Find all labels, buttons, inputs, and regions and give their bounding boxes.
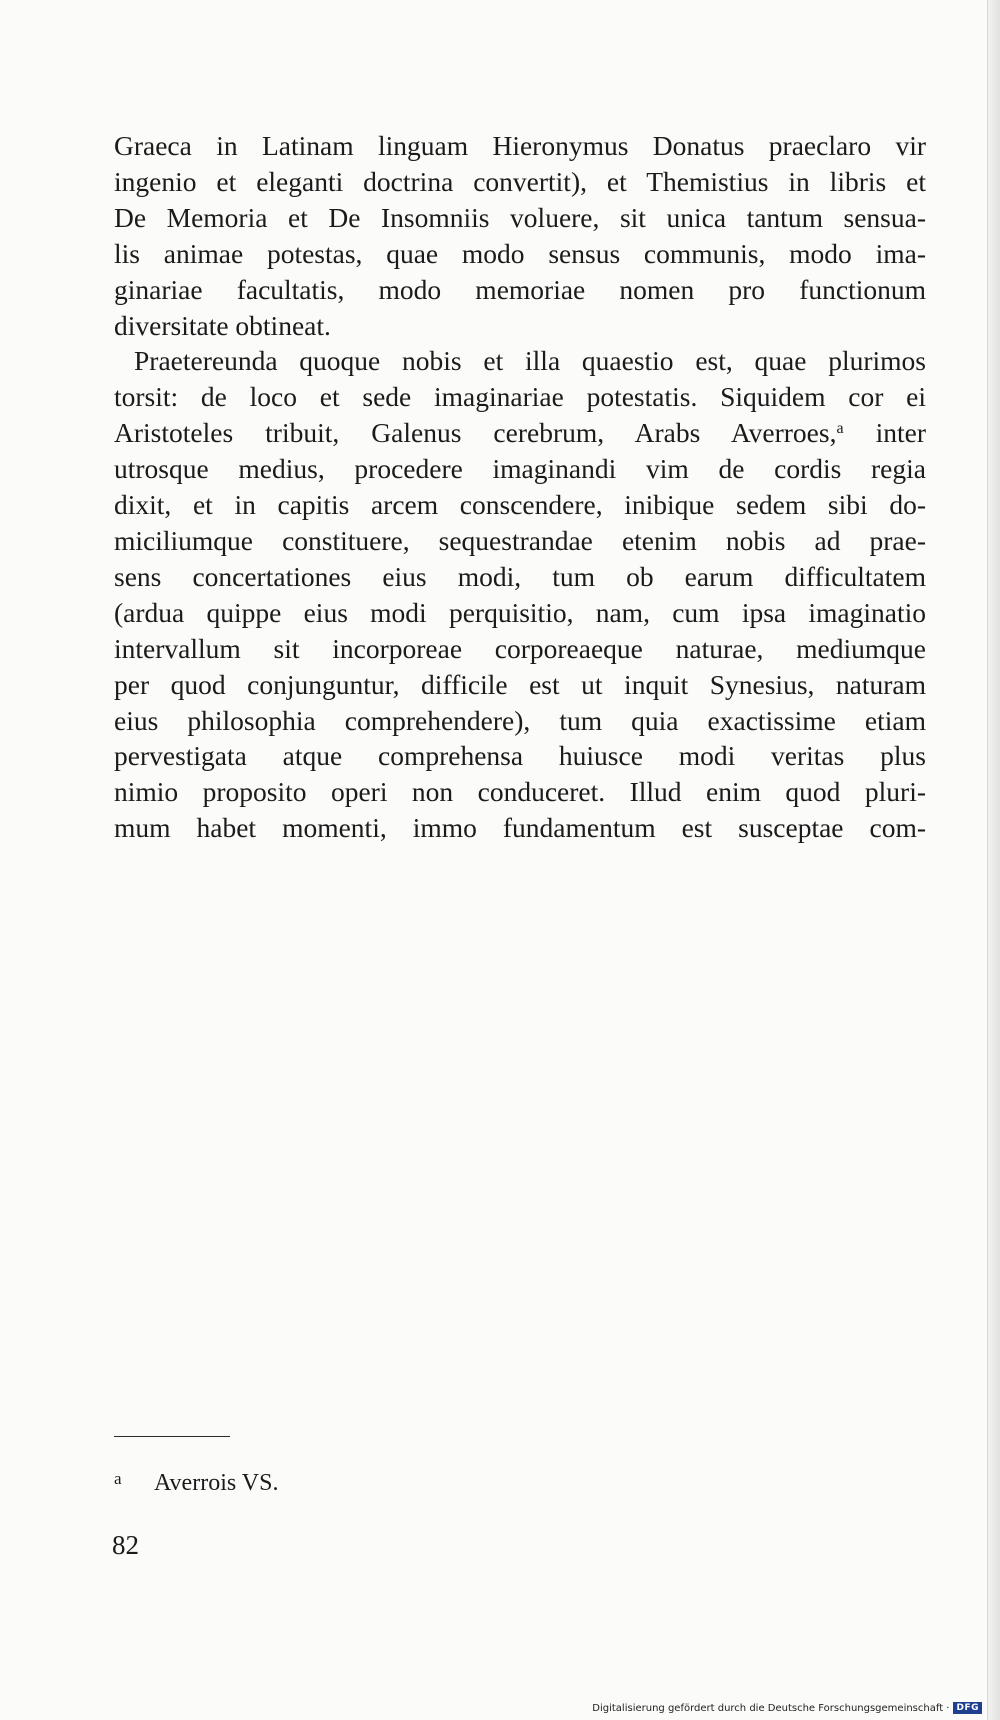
text-line: pervestigata atque comprehensa huiusce modi veritas plus — [114, 740, 926, 772]
dfg-logo: DFG — [953, 1702, 982, 1714]
text-line: intervallum sit incorporeae corporeaeque naturae, mediumque — [114, 632, 926, 664]
footnote — [114, 1464, 278, 1498]
text-line: De Memoria et De Insomniis voluere, sit unica tantum sensua- — [114, 201, 926, 233]
digitization-credit — [592, 1702, 982, 1714]
footnote-marker: a — [114, 1469, 122, 1488]
text-segment: inter — [843, 417, 926, 449]
text-line: lis animae potestas, quae modo sensus communis, modo ima- — [114, 237, 926, 269]
text-line-with-footnote-ref — [114, 415, 926, 451]
text-line: Praetereunda quoque nobis et illa quaestio est, quae plurimos — [134, 345, 926, 377]
footnote-divider — [114, 1436, 230, 1437]
page-number: 82 — [112, 1530, 139, 1560]
body-text — [114, 128, 926, 846]
text-line: per quod conjunguntur, difficile est ut inquit Synesius, naturam — [114, 668, 926, 700]
credit-text: Digitalisierung gefördert durch die Deutsche Forschungsgemeinschaft · — [592, 1702, 950, 1714]
text-line: ginariae facultatis, modo memoriae nomen pro functionum — [114, 273, 926, 305]
text-line: eius philosophia comprehendere), tum quia exactissime etiam — [114, 704, 926, 736]
page-edge — [987, 0, 1000, 1720]
footnote-reference: a — [836, 420, 844, 438]
text-line: (ardua quippe eius modi perquisitio, nam, cum ipsa imaginatio — [114, 596, 926, 628]
text-line: mum habet momenti, immo fundamentum est susceptae com- — [114, 812, 926, 844]
text-segment: Aristoteles tribuit, Galenus cerebrum, Arabs Averroes, — [114, 417, 837, 449]
text-line: sens concertationes eius modi, tum ob earum difficultatem — [114, 560, 926, 592]
text-line: utrosque medius, procedere imaginandi vim de cordis regia — [114, 453, 926, 485]
text-line: ingenio et eleganti doctrina convertit), et Themistius in libris et — [114, 165, 926, 197]
text-line: miciliumque constituere, sequestrandae etenim nobis ad prae- — [114, 524, 926, 556]
text-line: dixit, et in capitis arcem conscendere, inibique sedem sibi do- — [114, 489, 926, 521]
text-line: nimio proposito operi non conduceret. Illud enim quod pluri- — [114, 776, 926, 808]
text-line: torsit: de loco et sede imaginariae potestatis. Siquidem cor ei — [114, 381, 926, 413]
text-line: Graeca in Latinam linguam Hieronymus Donatus praeclaro vir — [114, 130, 926, 161]
text-line: diversitate obtineat. — [114, 309, 331, 341]
footnote-text: Averrois VS. — [154, 1470, 279, 1496]
